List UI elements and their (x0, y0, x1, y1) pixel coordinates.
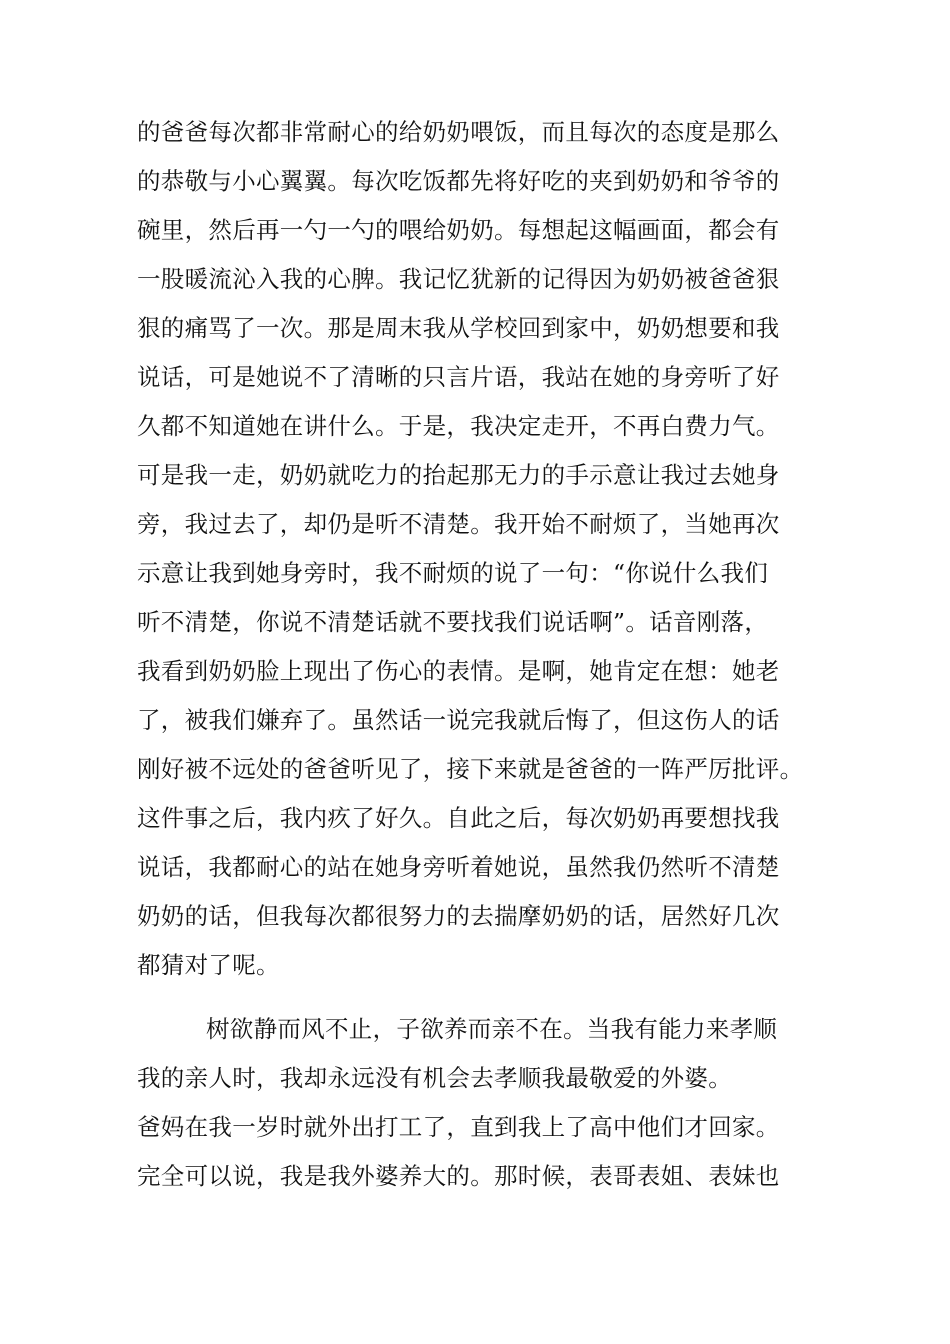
text-line: 说话，我都耐心的站在她身旁听着她说，虽然我仍然听不清楚 (137, 853, 780, 881)
text-line: 碗里，然后再一勺一勺的喂给奶奶。每想起这幅画面，都会有 (137, 216, 780, 244)
text-line: 完全可以说，我是我外婆养大的。那时候，表哥表姐、表妹也 (137, 1162, 780, 1190)
text-line: 可是我一走，奶奶就吃力的抬起那无力的手示意让我过去她身 (137, 461, 780, 489)
text-line: 都猜对了呢。 (137, 951, 280, 979)
text-line: 听不清楚，你说不清楚话就不要找我们说话啊”。话音刚落， (137, 608, 769, 636)
text-line: 刚好被不远处的爸爸听见了，接下来就是爸爸的一阵严厉批评。 (137, 755, 804, 783)
text-line: 了，被我们嫌弃了。虽然话一说完我就后悔了，但这伤人的话 (137, 706, 780, 734)
text-line: 我看到奶奶脸上现出了伤心的表情。是啊，她肯定在想：她老 (137, 657, 780, 685)
text-line: 一股暖流沁入我的心脾。我记忆犹新的记得因为奶奶被爸爸狠 (137, 265, 780, 293)
text-line: 奶奶的话，但我每次都很努力的去揣摩奶奶的话，居然好几次 (137, 902, 780, 930)
text-line: 说话，可是她说不了清晰的只言片语，我站在她的身旁听了好 (137, 363, 780, 391)
paragraph-first-line: 树欲静而风不止，子欲养而亲不在。当我有能力来孝顺 (206, 1015, 778, 1043)
text-line: 旁，我过去了，却仍是听不清楚。我开始不耐烦了，当她再次 (137, 510, 780, 538)
text-line: 我的亲人时，我却永远没有机会去孝顺我最敬爱的外婆。 (137, 1064, 732, 1092)
text-line: 这件事之后，我内疚了好久。自此之后，每次奶奶再要想找我 (137, 804, 780, 832)
text-line: 示意让我到她身旁时，我不耐烦的说了一句：“你说什么我们 (137, 559, 769, 587)
text-line: 狠的痛骂了一次。那是周末我从学校回到家中，奶奶想要和我 (137, 314, 780, 342)
text-line: 爸妈在我一岁时就外出打工了，直到我上了高中他们才回家。 (137, 1113, 780, 1141)
text-line: 的恭敬与小心翼翼。每次吃饭都先将好吃的夹到奶奶和爷爷的 (137, 167, 780, 195)
text-line: 的爸爸每次都非常耐心的给奶奶喂饭，而且每次的态度是那么 (137, 118, 780, 146)
text-line: 久都不知道她在讲什么。于是，我决定走开，不再白费力气。 (137, 412, 780, 440)
